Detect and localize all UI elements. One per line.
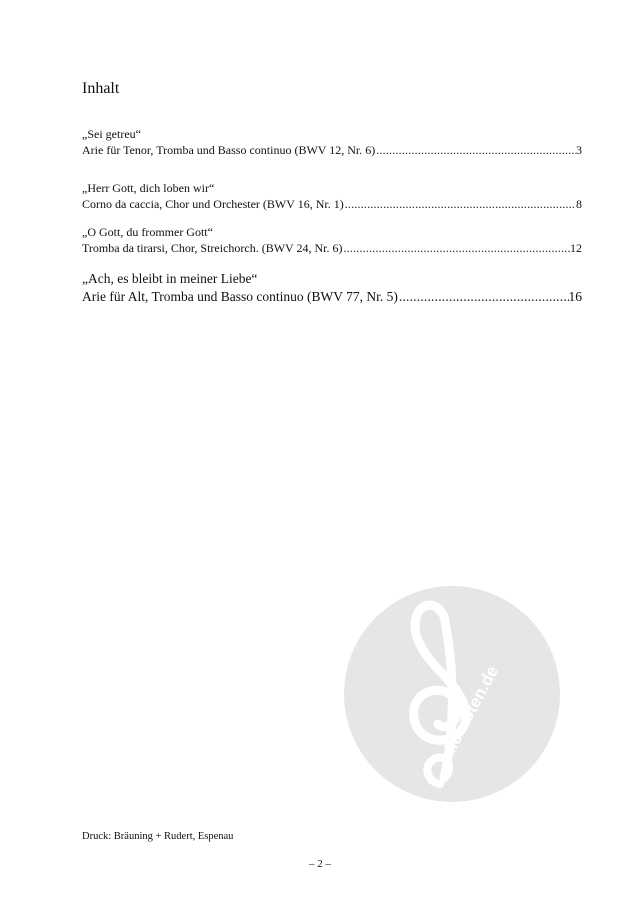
toc-entry-description: Arie für Tenor, Tromba und Basso continuo (BWV 12, Nr. 6) — [82, 143, 376, 157]
toc-entry-description: Tromba da tirarsi, Chor, Streichorch. (BWV 24, Nr. 6) — [82, 241, 343, 255]
toc-entry — [82, 180, 582, 212]
toc-entry-line — [82, 196, 582, 212]
toc-entry-line — [82, 240, 582, 256]
dot-leader — [344, 196, 576, 212]
toc-entry-line — [82, 142, 582, 158]
toc-entry — [82, 270, 582, 306]
dot-leader — [398, 288, 569, 306]
toc-entry-title: „O Gott, du frommer Gott“ — [82, 225, 213, 239]
toc-entry — [82, 224, 582, 256]
toc-entry — [82, 126, 582, 158]
toc-entry-title: „Ach, es bleibt in meiner Liebe“ — [82, 271, 258, 286]
toc-entry-title: „Herr Gott, dich loben wir“ — [82, 181, 215, 195]
toc-entry-description: Corno da caccia, Chor und Orchester (BWV 16, Nr. 1) — [82, 197, 344, 211]
dot-leader — [375, 142, 576, 158]
page-number: – 2 – — [309, 858, 331, 870]
toc-entry-page: 3 — [576, 143, 582, 157]
toc-entry-title: „Sei getreu“ — [82, 127, 141, 141]
toc-entry-page: 12 — [570, 241, 582, 255]
dot-leader — [342, 240, 570, 256]
toc-entry-page: 16 — [568, 289, 582, 304]
watermark-text: alle-noten.de — [436, 662, 503, 765]
printer-credit: Druck: Bräuning + Rudert, Espenau — [82, 831, 234, 842]
page-title: Inhalt — [82, 80, 120, 97]
toc-entry-description: Arie für Alt, Tromba und Basso continuo (BWV 77, Nr. 5) — [82, 289, 398, 304]
toc-entry-page: 8 — [576, 197, 582, 211]
watermark — [344, 586, 560, 802]
toc-entry-line — [82, 288, 582, 306]
